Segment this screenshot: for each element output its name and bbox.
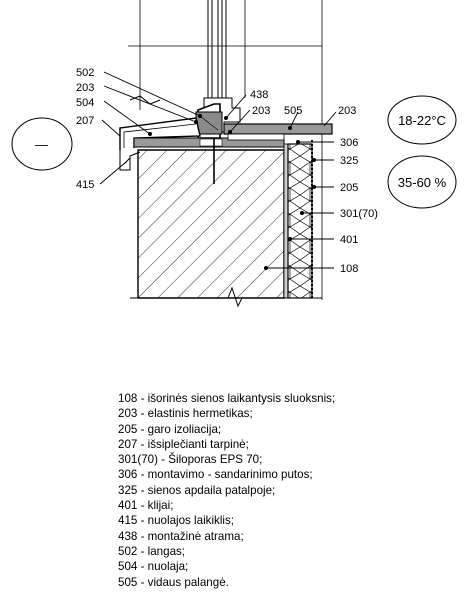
legend-item-301: 301(70) - Šiloporas EPS 70;: [118, 453, 263, 467]
sill-bracket: [120, 150, 140, 170]
callout-203-right: 203: [338, 105, 357, 117]
legend-item-203: 203 - elastinis hermetikas;: [118, 407, 253, 421]
legend-item-504: 504 - nuolaja;: [118, 560, 189, 574]
legend-item-205: 205 - garo izoliacija;: [118, 422, 222, 436]
callout-203-left: 203: [76, 82, 95, 94]
legend-list: [118, 391, 458, 590]
legend-item-306: 306 - montavimo - sandarinimo putos;: [118, 468, 313, 482]
callout-325: 325: [340, 155, 359, 167]
callout-203-mid: 203: [252, 105, 271, 117]
legend-item-207: 207 - išsiplečianti tarpinė;: [118, 437, 249, 451]
load-bearing-wall: [138, 150, 284, 298]
foam-gap: [200, 139, 222, 146]
callout-306: 306: [340, 137, 359, 149]
legend-item-502: 502 - langas;: [118, 544, 186, 558]
callout-207: 207: [76, 115, 95, 127]
legend-item-438: 438 - montažinė atrama;: [118, 529, 244, 543]
inner-sill-support: [228, 134, 284, 140]
legend-item-505: 505 - vidaus palangė.: [118, 575, 229, 589]
outside-climate-symbol: —: [35, 137, 48, 152]
indoor-temperature: 18-22°C: [398, 113, 446, 128]
callout-504: 504: [76, 97, 95, 109]
callout-505: 505: [284, 105, 303, 117]
callout-415: 415: [76, 179, 95, 191]
legend-item-325: 325 - sienos apdaila patalpoje;: [118, 483, 276, 497]
callout-301: 301(70): [340, 208, 378, 220]
callout-108: 108: [340, 263, 359, 275]
legend-item-401: 401 - klijai;: [118, 499, 174, 513]
eps-insulation: [288, 144, 312, 298]
legend-item-108: 108 - išorinės sienos laikantysis sluoksnis;: [118, 392, 336, 405]
legend-item-415: 415 - nuolajos laikiklis;: [118, 514, 234, 528]
interior-finish-layer: [284, 144, 288, 298]
inner-window-sill: [224, 124, 332, 134]
callout-205: 205: [340, 182, 359, 194]
callout-438: 438: [250, 89, 269, 101]
indoor-humidity: 35-60 %: [397, 175, 447, 190]
callout-401: 401: [340, 234, 359, 246]
callout-502: 502: [76, 67, 95, 79]
